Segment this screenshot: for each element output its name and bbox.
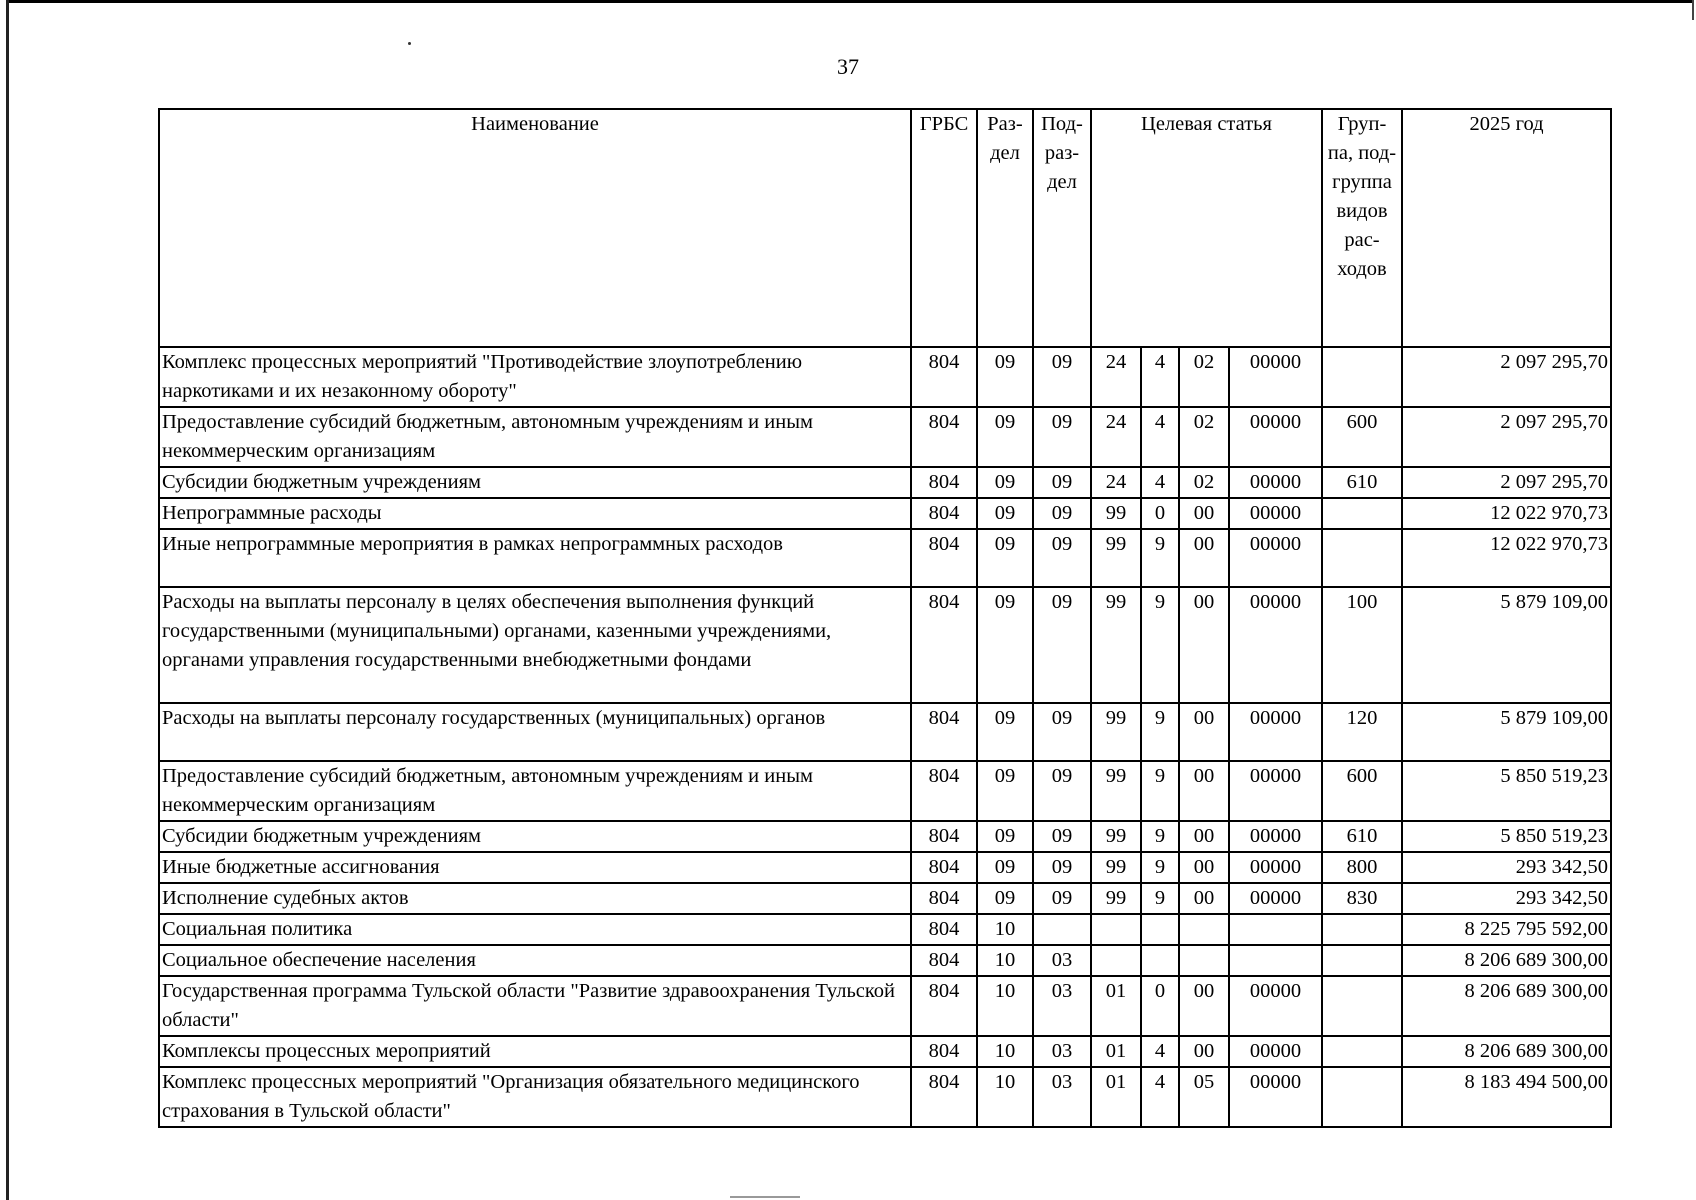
table-cell-amount: 8 183 494 500,00 <box>1402 1067 1611 1127</box>
table-cell-name: Предоставление субсидий бюджетным, автономным учреждениям и иным некоммерческим организациям <box>159 407 911 467</box>
scan-border-right <box>1692 0 1694 20</box>
table-cell-podrazdel: 09 <box>1033 498 1091 529</box>
table-cell-grbs: 804 <box>911 976 977 1036</box>
table-cell-name: Комплекс процессных мероприятий "Противодействие злоупотреблению наркотиками и их незаконному обороту" <box>159 347 911 407</box>
table-cell-grbs: 804 <box>911 914 977 945</box>
table-cell-target-program: 01 <box>1091 1036 1141 1067</box>
table-cell-amount: 5 879 109,00 <box>1402 587 1611 703</box>
table-cell-target-code: 00000 <box>1229 1067 1322 1127</box>
table-cell-podrazdel: 09 <box>1033 587 1091 703</box>
table-cell-target-type: 0 <box>1141 976 1179 1036</box>
page-number: 37 <box>837 54 859 79</box>
table-cell-target-program: 99 <box>1091 498 1141 529</box>
table-cell-podrazdel: 09 <box>1033 821 1091 852</box>
header-row <box>159 109 1611 347</box>
table-cell-name: Комплексы процессных мероприятий <box>159 1036 911 1067</box>
table-cell-razdel: 10 <box>977 914 1033 945</box>
table-cell-target-direction: 00 <box>1179 498 1229 529</box>
table-cell-grbs: 804 <box>911 1067 977 1127</box>
scan-mark-bottom <box>730 1196 800 1198</box>
table-cell-target-program <box>1091 914 1141 945</box>
table-cell-grbs: 804 <box>911 945 977 976</box>
table-cell-target-code: 00000 <box>1229 529 1322 587</box>
table-cell-expense-group: 600 <box>1322 761 1402 821</box>
table-row <box>159 703 1611 761</box>
table-cell-podrazdel: 09 <box>1033 347 1091 407</box>
table-cell-razdel: 09 <box>977 498 1033 529</box>
table-cell-amount: 8 206 689 300,00 <box>1402 1036 1611 1067</box>
table-cell-target-direction: 00 <box>1179 761 1229 821</box>
table-cell-razdel: 09 <box>977 529 1033 587</box>
header-year: 2025 год <box>1402 109 1611 347</box>
header-group <box>1322 109 1402 347</box>
table-cell-name: Расходы на выплаты персоналу государственных (муниципальных) органов <box>159 703 911 761</box>
table-row <box>159 914 1611 945</box>
table-cell-name: Субсидии бюджетным учреждениям <box>159 467 911 498</box>
table-cell-target-type <box>1141 945 1179 976</box>
table-cell-amount: 8 225 795 592,00 <box>1402 914 1611 945</box>
table-cell-amount: 8 206 689 300,00 <box>1402 945 1611 976</box>
table-cell-razdel: 10 <box>977 976 1033 1036</box>
table-cell-razdel: 09 <box>977 407 1033 467</box>
table-cell-target-direction <box>1179 945 1229 976</box>
table-cell-name: Субсидии бюджетным учреждениям <box>159 821 911 852</box>
table-cell-razdel: 10 <box>977 945 1033 976</box>
table-cell-target-type: 9 <box>1141 587 1179 703</box>
table-cell-expense-group: 800 <box>1322 852 1402 883</box>
table-cell-razdel: 10 <box>977 1036 1033 1067</box>
table-cell-grbs: 804 <box>911 852 977 883</box>
table-cell-amount: 5 850 519,23 <box>1402 761 1611 821</box>
table-cell-name: Расходы на выплаты персоналу в целях обеспечения выполнения функций государственными (муниципальными) органами, казенными учреждениями, органами управления государственными внебюджетными фондами <box>159 587 911 703</box>
table-cell-grbs: 804 <box>911 498 977 529</box>
table-cell-name: Социальное обеспечение населения <box>159 945 911 976</box>
table-cell-target-type: 9 <box>1141 761 1179 821</box>
table-row <box>159 407 1611 467</box>
table-cell-podrazdel <box>1033 914 1091 945</box>
table-cell-target-program: 01 <box>1091 1067 1141 1127</box>
table-cell-target-code: 00000 <box>1229 761 1322 821</box>
table-cell-target-direction: 00 <box>1179 852 1229 883</box>
table-cell-target-code: 00000 <box>1229 498 1322 529</box>
table-cell-podrazdel: 09 <box>1033 407 1091 467</box>
table-cell-target-type: 9 <box>1141 821 1179 852</box>
table-cell-target-type: 4 <box>1141 1067 1179 1127</box>
table-cell-expense-group <box>1322 1067 1402 1127</box>
header-grbs: ГРБС <box>911 109 977 347</box>
table-cell-target-program: 99 <box>1091 703 1141 761</box>
table-cell-target-program: 99 <box>1091 587 1141 703</box>
table-cell-target-type: 4 <box>1141 467 1179 498</box>
table-cell-target-type: 4 <box>1141 347 1179 407</box>
table-cell-target-direction <box>1179 914 1229 945</box>
table-row <box>159 587 1611 703</box>
table-cell-podrazdel: 03 <box>1033 976 1091 1036</box>
header-razdel-text: Раз- дел <box>987 113 1023 164</box>
table-cell-razdel: 09 <box>977 467 1033 498</box>
table-cell-amount: 5 850 519,23 <box>1402 821 1611 852</box>
table-cell-name: Социальная политика <box>159 914 911 945</box>
header-group-text: Груп- па, под- группа видов рас- ходов <box>1327 113 1397 280</box>
table-cell-target-program: 99 <box>1091 883 1141 914</box>
table-cell-target-code <box>1229 914 1322 945</box>
table-cell-target-direction: 00 <box>1179 587 1229 703</box>
table-cell-name: Предоставление субсидий бюджетным, автономным учреждениям и иным некоммерческим организациям <box>159 761 911 821</box>
table-cell-razdel: 09 <box>977 852 1033 883</box>
table-cell-razdel: 09 <box>977 761 1033 821</box>
table-cell-podrazdel: 03 <box>1033 945 1091 976</box>
table-row <box>159 347 1611 407</box>
table-cell-razdel: 09 <box>977 821 1033 852</box>
table-row <box>159 883 1611 914</box>
table-cell-target-type: 9 <box>1141 883 1179 914</box>
scan-border-top <box>6 0 1692 9</box>
table-cell-grbs: 804 <box>911 529 977 587</box>
table-cell-amount: 5 879 109,00 <box>1402 703 1611 761</box>
table-row <box>159 852 1611 883</box>
table-cell-target-program: 99 <box>1091 761 1141 821</box>
table-cell-podrazdel: 09 <box>1033 703 1091 761</box>
table-cell-target-type <box>1141 914 1179 945</box>
table-cell-target-program <box>1091 945 1141 976</box>
table-row <box>159 976 1611 1036</box>
table-row <box>159 821 1611 852</box>
table-cell-target-direction: 00 <box>1179 529 1229 587</box>
table-row <box>159 945 1611 976</box>
table-cell-target-type: 9 <box>1141 852 1179 883</box>
header-podrazdel <box>1033 109 1091 347</box>
table-cell-podrazdel: 03 <box>1033 1067 1091 1127</box>
table-cell-name: Непрограммные расходы <box>159 498 911 529</box>
table-cell-target-program: 01 <box>1091 976 1141 1036</box>
table-cell-amount: 2 097 295,70 <box>1402 407 1611 467</box>
table-cell-grbs: 804 <box>911 761 977 821</box>
header-podrazdel-text: Под- раз- дел <box>1041 113 1083 193</box>
table-cell-grbs: 804 <box>911 467 977 498</box>
table-cell-target-type: 9 <box>1141 529 1179 587</box>
table-cell-target-type: 4 <box>1141 407 1179 467</box>
table-cell-razdel: 09 <box>977 587 1033 703</box>
table-cell-grbs: 804 <box>911 347 977 407</box>
table-cell-target-direction: 00 <box>1179 821 1229 852</box>
table-cell-expense-group: 830 <box>1322 883 1402 914</box>
table-cell-podrazdel: 09 <box>1033 761 1091 821</box>
table-cell-grbs: 804 <box>911 821 977 852</box>
table-cell-target-program: 99 <box>1091 852 1141 883</box>
table-cell-amount: 293 342,50 <box>1402 883 1611 914</box>
table-cell-target-direction: 02 <box>1179 407 1229 467</box>
table-cell-target-code: 00000 <box>1229 467 1322 498</box>
scan-speck <box>408 42 411 45</box>
table-cell-target-type: 4 <box>1141 1036 1179 1067</box>
table-cell-grbs: 804 <box>911 407 977 467</box>
table-row <box>159 1067 1611 1127</box>
header-razdel <box>977 109 1033 347</box>
table-cell-amount: 8 206 689 300,00 <box>1402 976 1611 1036</box>
table-body <box>159 347 1611 1127</box>
table-cell-expense-group <box>1322 976 1402 1036</box>
scan-border-left <box>6 0 9 1200</box>
table-cell-name: Иные бюджетные ассигнования <box>159 852 911 883</box>
table-cell-expense-group: 610 <box>1322 821 1402 852</box>
table-cell-name: Комплекс процессных мероприятий "Организация обязательного медицинского страхования в Тульской области" <box>159 1067 911 1127</box>
table-cell-grbs: 804 <box>911 587 977 703</box>
table-row <box>159 1036 1611 1067</box>
table-cell-amount: 2 097 295,70 <box>1402 347 1611 407</box>
budget-table <box>158 108 1612 1128</box>
table-cell-expense-group <box>1322 347 1402 407</box>
table-row <box>159 467 1611 498</box>
table-cell-target-direction: 00 <box>1179 1036 1229 1067</box>
table-cell-target-code: 00000 <box>1229 976 1322 1036</box>
table-cell-amount: 2 097 295,70 <box>1402 467 1611 498</box>
table-row <box>159 498 1611 529</box>
header-name: Наименование <box>159 109 911 347</box>
table-cell-name: Государственная программа Тульской области "Развитие здравоохранения Тульской области" <box>159 976 911 1036</box>
table-cell-amount: 12 022 970,73 <box>1402 529 1611 587</box>
table-cell-amount: 12 022 970,73 <box>1402 498 1611 529</box>
table-cell-target-program: 24 <box>1091 467 1141 498</box>
table-cell-target-direction: 02 <box>1179 467 1229 498</box>
table-cell-podrazdel: 09 <box>1033 852 1091 883</box>
table-cell-target-direction: 05 <box>1179 1067 1229 1127</box>
table-row <box>159 529 1611 587</box>
table-cell-target-code: 00000 <box>1229 821 1322 852</box>
table-cell-podrazdel: 09 <box>1033 529 1091 587</box>
table-cell-podrazdel: 03 <box>1033 1036 1091 1067</box>
table-cell-expense-group <box>1322 498 1402 529</box>
table-row <box>159 761 1611 821</box>
table-cell-target-code: 00000 <box>1229 703 1322 761</box>
table-cell-target-code: 00000 <box>1229 587 1322 703</box>
table-cell-razdel: 09 <box>977 703 1033 761</box>
table-cell-podrazdel: 09 <box>1033 883 1091 914</box>
table-cell-expense-group <box>1322 914 1402 945</box>
table-cell-expense-group <box>1322 529 1402 587</box>
table-cell-name: Иные непрограммные мероприятия в рамках непрограммных расходов <box>159 529 911 587</box>
table-cell-target-code: 00000 <box>1229 883 1322 914</box>
table-cell-target-code: 00000 <box>1229 347 1322 407</box>
table-cell-expense-group <box>1322 1036 1402 1067</box>
table-cell-name: Исполнение судебных актов <box>159 883 911 914</box>
table-cell-razdel: 09 <box>977 883 1033 914</box>
table-cell-target-direction: 00 <box>1179 703 1229 761</box>
table-cell-amount: 293 342,50 <box>1402 852 1611 883</box>
table-cell-target-program: 24 <box>1091 407 1141 467</box>
table-cell-expense-group: 610 <box>1322 467 1402 498</box>
table-cell-target-program: 24 <box>1091 347 1141 407</box>
table-cell-podrazdel: 09 <box>1033 467 1091 498</box>
table-cell-razdel: 10 <box>977 1067 1033 1127</box>
table-cell-target-direction: 02 <box>1179 347 1229 407</box>
table-cell-target-direction: 00 <box>1179 883 1229 914</box>
header-target: Целевая статья <box>1091 109 1322 347</box>
table-cell-grbs: 804 <box>911 883 977 914</box>
table-cell-target-direction: 00 <box>1179 976 1229 1036</box>
table-cell-target-program: 99 <box>1091 821 1141 852</box>
table-cell-razdel: 09 <box>977 347 1033 407</box>
table-cell-target-program: 99 <box>1091 529 1141 587</box>
table-cell-target-type: 9 <box>1141 703 1179 761</box>
table-cell-target-code: 00000 <box>1229 407 1322 467</box>
table-cell-grbs: 804 <box>911 1036 977 1067</box>
table-cell-expense-group <box>1322 945 1402 976</box>
table-cell-expense-group: 100 <box>1322 587 1402 703</box>
table-cell-target-type: 0 <box>1141 498 1179 529</box>
table-cell-expense-group: 120 <box>1322 703 1402 761</box>
table-cell-grbs: 804 <box>911 703 977 761</box>
table-cell-target-code <box>1229 945 1322 976</box>
table-cell-target-code: 00000 <box>1229 852 1322 883</box>
table-cell-expense-group: 600 <box>1322 407 1402 467</box>
table-cell-target-code: 00000 <box>1229 1036 1322 1067</box>
